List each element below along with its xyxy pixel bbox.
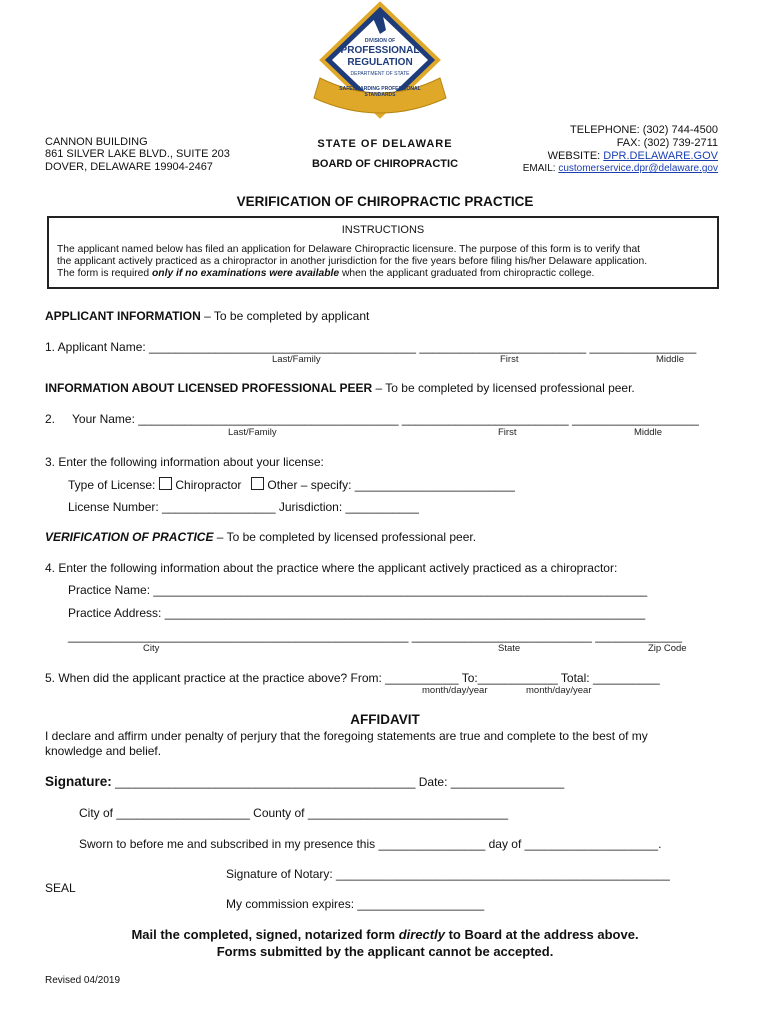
other-checkbox[interactable] [251, 477, 264, 490]
address-line3: DOVER, DELAWARE 19904-2467 [45, 161, 213, 173]
affidavit-line1: I declare and affirm under penalty of perjury that the foregoing statements are true and complete to the best of my [45, 729, 648, 743]
applicant-sub: – To be completed by applicant [200, 309, 370, 323]
signature-date-field[interactable]: _____________________________________________ Date: _________________ [111, 775, 565, 789]
form-title: VERIFICATION OF CHIROPRACTIC PRACTICE [236, 194, 534, 209]
other-specify-field[interactable]: Other – specify: ________________________ [267, 478, 515, 492]
email-link[interactable]: customerservice.dpr@delaware.gov [558, 163, 718, 174]
mail-instruction-line2: Forms submitted by the applicant cannot be accepted. [216, 944, 554, 959]
mail-directly: directly [398, 927, 445, 942]
practice-section-heading [45, 530, 476, 544]
instructions-box [47, 216, 719, 289]
license-type-row [68, 477, 515, 492]
logo-line4: DEPARTMENT OF STATE [350, 71, 410, 77]
practice-sub: – To be completed by licensed professional peer. [213, 530, 477, 544]
practice-zip-label: Zip Code [648, 643, 687, 654]
practice-city-state-zip-field[interactable]: ___________________________________________________ ___________________________ _____________ [68, 629, 682, 643]
to-date-label: month/day/year [526, 685, 592, 696]
practice-city-label: City [143, 643, 160, 654]
instructions-emphasis: only if no examinations were available [152, 268, 340, 279]
chiropractor-label: Chiropractor [175, 478, 242, 492]
contact-telephone: TELEPHONE: (302) 744-4500 [570, 124, 718, 136]
peer-last-label: Last/Family [228, 427, 277, 438]
mail-instruction-line1 [0, 927, 770, 942]
address-line1: CANNON BUILDING [45, 136, 148, 148]
practice-heading: VERIFICATION OF PRACTICE [45, 530, 214, 544]
practice-address-field[interactable]: Practice Address: ________________________________________________________________________ [68, 606, 646, 620]
email-label: EMAIL: [522, 163, 559, 174]
license-type-label: Type of License: [68, 478, 156, 492]
peer-q3: 3. Enter the following information about your license: [45, 455, 324, 469]
applicant-section-heading [45, 309, 369, 323]
contact-email [523, 163, 718, 174]
contact-fax: FAX: (302) 739-2711 [616, 137, 718, 149]
notary-signature-field[interactable]: Signature of Notary: __________________________________________________ [226, 867, 670, 881]
affidavit-heading: AFFIDAVIT [350, 712, 420, 727]
applicant-name-field[interactable]: 1. Applicant Name: ________________________________________ _________________________ ________________ [45, 340, 697, 354]
peer-section-heading [45, 381, 635, 395]
applicant-heading: APPLICANT INFORMATION [45, 309, 201, 323]
website-label: WEBSITE: [547, 150, 604, 162]
logo-ribbon: SAFEGUARDING PROFESSIONAL STANDARDS [339, 86, 421, 98]
seal-label: SEAL [45, 881, 76, 895]
state-heading: STATE OF DELAWARE [317, 138, 453, 150]
practice-q4: 4. Enter the following information about the practice where the applicant actively practiced as a chiropractor: [45, 561, 618, 575]
instructions-line2: the applicant actively practiced as a chiropractor in another jurisdiction for the five years before filing his/her Delaware application. [57, 256, 648, 267]
peer-heading: INFORMATION ABOUT LICENSED PROFESSIONAL PEER [45, 381, 373, 395]
applicant-last-label: Last/Family [272, 354, 321, 365]
affidavit-line2: knowledge and belief. [45, 744, 162, 758]
practice-dates-field[interactable]: 5. When did the applicant practice at the practice above? From: ___________ To:____________ Total: __________ [45, 671, 660, 685]
peer-middle-label: Middle [634, 427, 662, 438]
applicant-first-label: First [500, 354, 519, 365]
instructions-line3 [57, 268, 717, 279]
from-date-label: month/day/year [422, 685, 488, 696]
dpr-logo [310, 0, 450, 125]
peer-name-field[interactable]: Your Name: _______________________________________ _________________________ ___________________ [72, 412, 699, 426]
license-number-row[interactable]: License Number: _________________ Jurisdiction: ___________ [68, 500, 419, 514]
logo-line2: PROFESSIONAL [340, 45, 420, 56]
peer-sub: – To be completed by licensed professional peer. [372, 381, 635, 395]
city-county-field[interactable]: City of ____________________ County of ______________________________ [79, 806, 509, 820]
practice-name-field[interactable]: Practice Name: __________________________________________________________________________ [68, 583, 648, 597]
mail-line1a: Mail the completed, signed, notarized form [131, 927, 399, 942]
revised-date: Revised 04/2019 [45, 975, 121, 986]
instructions-line1: The applicant named below has filed an application for Delaware Chiropractic licensure. The purpose of this form is to verify that [57, 244, 641, 255]
logo-line1: DIVISION OF [364, 38, 396, 44]
chiropractor-checkbox[interactable] [159, 477, 172, 490]
peer-q2-number: 2. [45, 412, 56, 426]
board-heading: BOARD OF CHIROPRACTIC [311, 158, 459, 170]
signature-row [45, 774, 564, 789]
instructions-heading: INSTRUCTIONS [341, 224, 425, 236]
address-line2: 861 SILVER LAKE BLVD., SUITE 203 [45, 148, 230, 160]
mail-line1c: to Board at the address above. [444, 927, 639, 942]
instructions-line3c: when the applicant graduated from chiropractic college. [339, 268, 595, 279]
contact-website [548, 150, 718, 162]
website-link[interactable]: DPR.DELAWARE.GOV [603, 150, 718, 162]
signature-label: Signature: [45, 774, 112, 789]
instructions-line3a: The form is required [57, 268, 152, 279]
sworn-field[interactable]: Sworn to before me and subscribed in my presence this ________________ day of ____________________. [79, 837, 662, 851]
commission-expires-field[interactable]: My commission expires: ___________________ [226, 897, 485, 911]
applicant-middle-label: Middle [656, 354, 684, 365]
logo-line3: REGULATION [347, 57, 413, 68]
peer-first-label: First [498, 427, 517, 438]
practice-state-label: State [498, 643, 521, 654]
